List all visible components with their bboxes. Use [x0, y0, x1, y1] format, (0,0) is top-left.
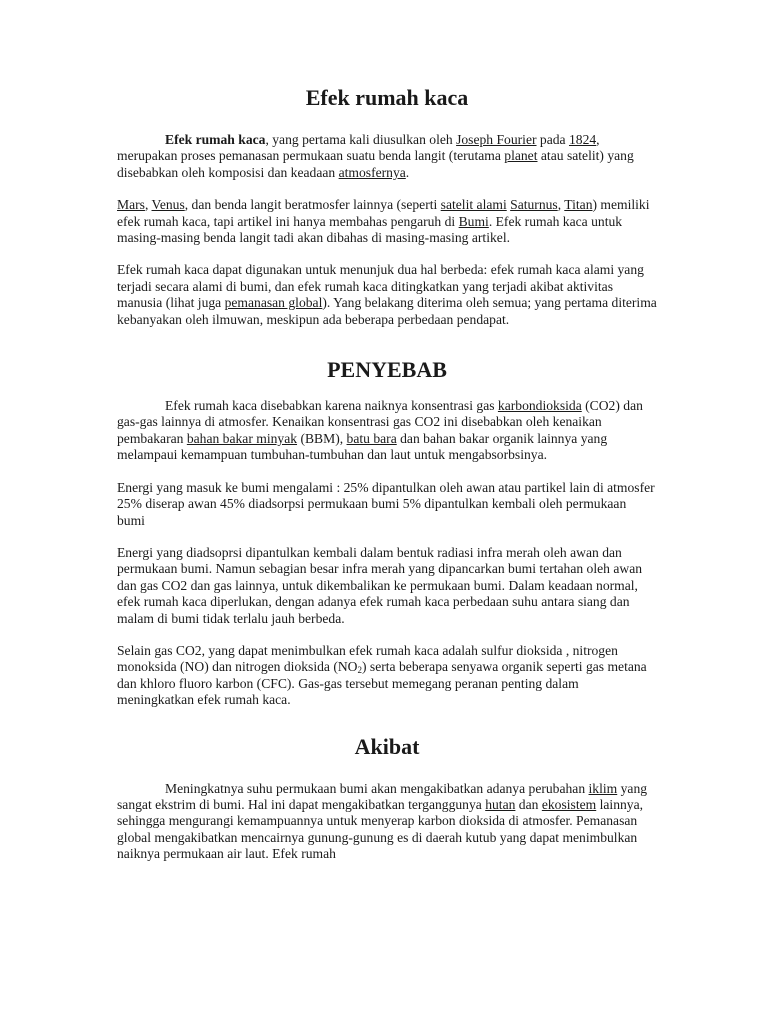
- link-titan[interactable]: Titan: [564, 197, 593, 213]
- heading-akibat: Akibat: [354, 733, 420, 759]
- text-run: (CO2) dan gas-gas lainnya di atmosfer. Kenaikan konsentrasi gas CO2 ini disebabkan oleh kenaikan pembakaran: [117, 398, 643, 446]
- text-run: Efek rumah kaca dapat digunakan untuk menunjuk dua hal berbeda: efek rumah kaca alami yang terjadi secara alami di bumi, dan efek rumah kaca ditingkatkan yang terjadi akibat aktivitas manusia (lihat juga: [117, 262, 644, 311]
- page-title: Efek rumah kaca: [305, 85, 469, 110]
- text-run: ,: [144, 197, 152, 213]
- link-satelit-alami[interactable]: satelit alami: [440, 197, 507, 213]
- text-run: dan bahan bakar organik lainnya yang melampaui kemampuan tumbuhan-tumbuhan dan laut untuk mengabsorbsinya.: [117, 430, 608, 463]
- link-karbondioksida[interactable]: karbondioksida: [497, 398, 582, 414]
- text-run: Selain gas CO2, yang dapat menimbulkan efek rumah kaca adalah sulfur dioksida , nitrogen monoksida (NO) dan nitrogen dioksida (NO: [117, 642, 618, 675]
- text-run: dan: [515, 796, 542, 812]
- link-pemanasan-global[interactable]: pemanasan global: [224, 295, 323, 311]
- link-1824[interactable]: 1824: [568, 132, 597, 147]
- document-body: [117, 84, 657, 879]
- text-run: atau satelit) yang disebabkan oleh komposisi dan keadaan: [117, 148, 634, 180]
- subscript-2: 2: [357, 665, 362, 676]
- intro-paragraph: [117, 132, 657, 181]
- bold-term: Efek rumah kaca: [165, 132, 266, 147]
- text-run: yang sangat ekstrim di bumi. Hal ini dapat mengakibatkan terganggunya: [117, 780, 648, 812]
- text-run: , dan benda langit beratmosfer lainnya (seperti: [184, 197, 441, 213]
- text-run: (BBM),: [297, 430, 347, 446]
- penyebab-paragraph-1: [117, 398, 657, 464]
- text-run: Efek rumah kaca disebabkan karena naiknya konsentrasi gas: [165, 398, 498, 414]
- text-run: , yang pertama kali diusulkan oleh: [265, 132, 457, 147]
- two-meanings-paragraph: [117, 262, 657, 328]
- penyebab-paragraph-3: Energi yang diadsoprsi dipantulkan kembali dalam bentuk radiasi infra merah oleh awan dan permukaan bumi. Namun sebagian besar infra merah yang dipancarkan bumi tertahan oleh awan dan gas CO2 dan gas lainnya, untuk dikembalikan ke permukaan bumi. Dalam keadaan normal, efek rumah kaca diperlukan, dengan adanya efek rumah kaca perbedaan suhu antara siang dan malam di bumi tidak terlalu jauh berbeda.: [117, 544, 643, 626]
- text-run: ) memiliki efek rumah kaca, tapi artikel ini hanya membahas pengaruh di: [117, 197, 650, 229]
- link-ekosistem[interactable]: ekosistem: [541, 796, 597, 812]
- link-iklim[interactable]: iklim: [588, 780, 618, 796]
- link-hutan[interactable]: hutan: [485, 796, 516, 812]
- text-run: ). Yang belakang diterima oleh semua; yang pertama diterima kebanyakan oleh ilmuwan, meskipun ada beberapa perbedaan pendapat.: [117, 295, 657, 327]
- text-run: . Efek rumah kaca untuk masing-masing benda langit tadi akan dibahas di masing-masing artikel.: [117, 213, 623, 246]
- penyebab-paragraph-4: [117, 643, 657, 709]
- text-run: pada: [536, 132, 569, 147]
- text-run: lainnya, sehingga mengurangi kemampuannya untuk menyerap karbon dioksida di atmosfer. Pemanasan global mengakibatkan mencairnya gunung-gunung es di daerah kutub yang dapat menimbulkan naiknya permukaan air laut. Efek rumah: [117, 796, 644, 862]
- text-run: , merupakan proses pemanasan permukaan suatu benda langit (terutama: [117, 132, 600, 164]
- link-bahan-bakar-minyak[interactable]: bahan bakar minyak: [186, 430, 298, 446]
- text-run: ) serta beberapa senyawa organik seperti gas metana dan khloro fluoro karbon (CFC). Gas-gas tersebut memegang peranan penting dalam meningkatkan efek rumah kaca.: [117, 659, 647, 708]
- link-joseph-fourier[interactable]: Joseph Fourier: [456, 132, 537, 147]
- link-planet[interactable]: planet: [504, 148, 538, 164]
- link-atmosfernya[interactable]: atmosfernya: [338, 164, 406, 180]
- heading-penyebab: PENYEBAB: [327, 357, 447, 383]
- link-venus[interactable]: Venus: [151, 197, 185, 213]
- link-batu-bara[interactable]: batu bara: [346, 430, 397, 446]
- text-run: .: [405, 164, 410, 180]
- planets-paragraph: [117, 197, 657, 246]
- text-run: ,: [557, 197, 565, 213]
- penyebab-paragraph-2: Energi yang masuk ke bumi mengalami : 25% dipantulkan oleh awan atau partikel lain di atmosfer 25% diserap awan 45% diadsorpsi permukaan bumi 5% dipantulkan kembali oleh permukaan bumi: [117, 479, 655, 528]
- akibat-paragraph-1: [117, 781, 657, 863]
- text-run: Meningkatnya suhu permukaan bumi akan mengakibatkan adanya perubahan: [165, 780, 589, 796]
- link-bumi[interactable]: Bumi: [458, 213, 489, 229]
- link-saturnus[interactable]: Saturnus: [510, 197, 558, 213]
- link-mars[interactable]: Mars: [117, 197, 145, 213]
